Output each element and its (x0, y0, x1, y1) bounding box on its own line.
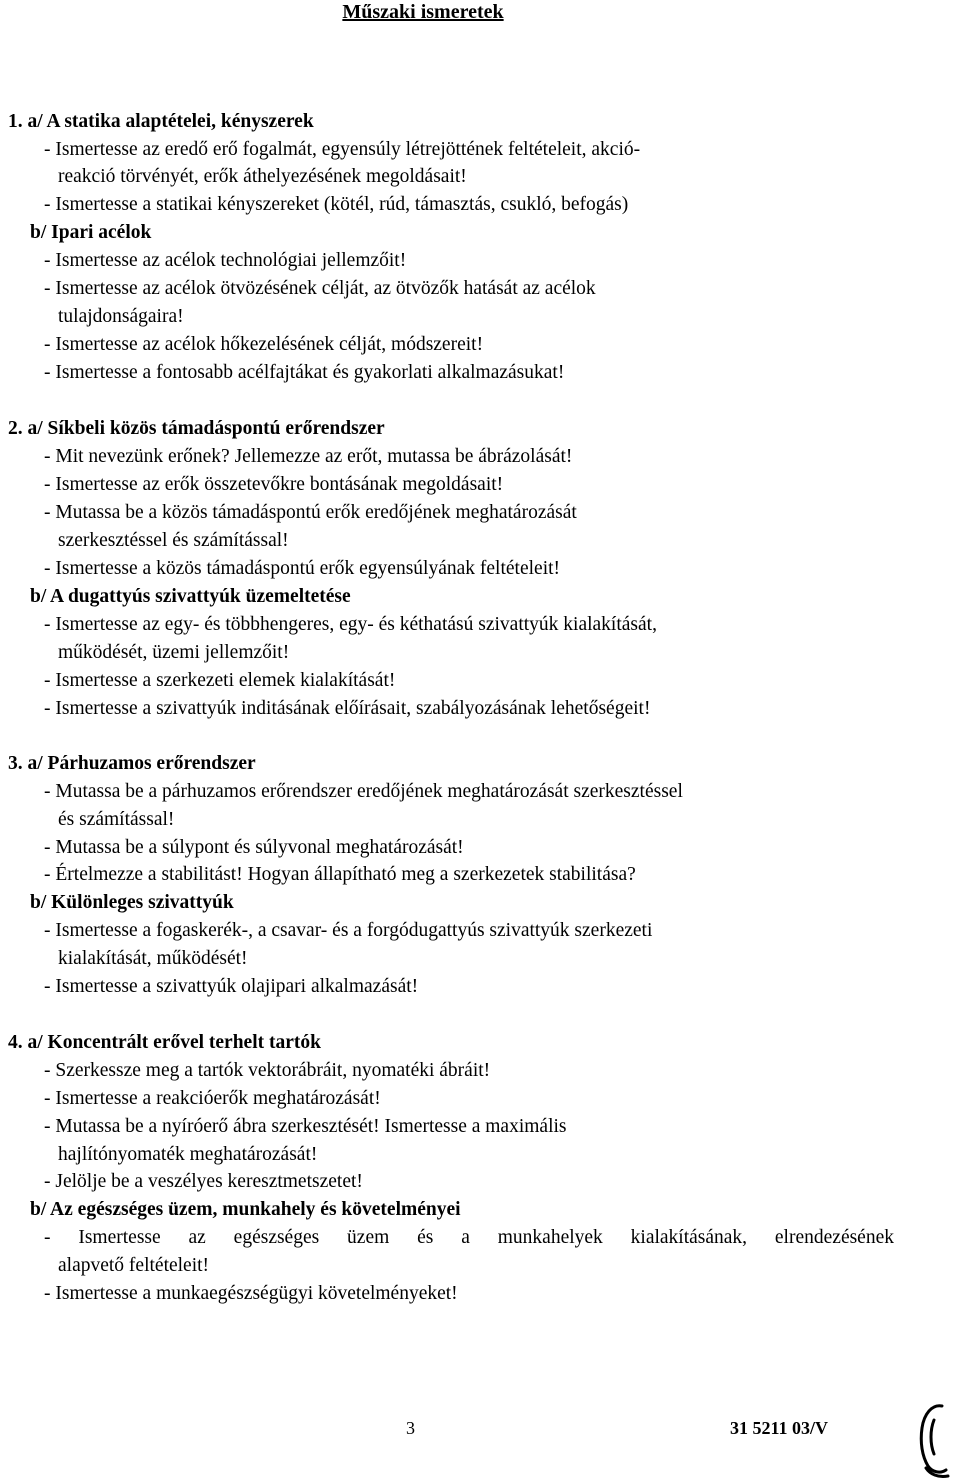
list-item: - Ismertesse az egy- és többhengeres, egy- és kéthatású szivattyúk kialakítását, (44, 614, 657, 635)
list-item-continuation: alapvető feltételeit! (58, 1255, 210, 1276)
list-item-continuation: reakció törvényét, erők áthelyezésének megoldásait! (58, 166, 467, 187)
list-item: - Mit nevezünk erőnek? Jellemezze az erőt, mutassa be ábrázolását! (44, 446, 573, 467)
section-2b-heading: b/ A dugattyús szivattyúk üzemeltetése (30, 586, 351, 607)
list-item: - Mutassa be a súlypont és súlyvonal meghatározását! (44, 837, 464, 858)
list-item: - Ismertesse a szivattyúk inditásának előírásait, szabályozásának lehetőségeit! (44, 698, 651, 719)
section-3a-heading: 3. a/ Párhuzamos erőrendszer (8, 753, 256, 774)
list-item-continuation: tulajdonságaira! (58, 306, 184, 327)
list-item: - Ismertesse a reakcióerők meghatározását! (44, 1088, 381, 1109)
section-1b-heading: b/ Ipari acélok (30, 222, 152, 243)
list-item-continuation: kialakítását, működését! (58, 948, 248, 969)
list-item: - Mutassa be a párhuzamos erőrendszer eredőjének meghatározását szerkesztéssel (44, 781, 683, 802)
list-item-continuation: és számítással! (58, 809, 175, 830)
list-item: - Ismertesse a munkaegészségügyi követelményeket! (44, 1283, 458, 1304)
list-item: - Ismertesse az egészséges üzem és a munkahelyek kialakításának, elrendezésének (44, 1227, 894, 1248)
list-item: - Mutassa be a közös támadáspontú erők eredőjének meghatározását (44, 502, 577, 523)
list-item: - Ismertesse a szivattyúk olajipari alkalmazását! (44, 976, 419, 997)
list-item-continuation: szerkesztéssel és számítással! (58, 530, 289, 551)
list-item: - Értelmezze a stabilitást! Hogyan állapítható meg a szerkezetek stabilitása? (44, 864, 636, 885)
list-item-continuation: működését, üzemi jellemzőit! (58, 642, 290, 663)
list-item: - Szerkessze meg a tartók vektorábráit, nyomatéki ábráit! (44, 1060, 491, 1081)
list-item: - Ismertesse a közös támadáspontú erők egyensúlyának feltételeit! (44, 558, 561, 579)
page-number: 3 (406, 1418, 415, 1438)
list-item: - Jelölje be a veszélyes keresztmetszetet! (44, 1171, 363, 1192)
signature-icon (912, 1400, 956, 1480)
list-item: - Ismertesse a fogaskerék-, a csavar- és a forgódugattyús szivattyúk szerkezeti (44, 920, 653, 941)
list-item: - Ismertesse az eredő erő fogalmát, egyensúly létrejöttének feltételeit, akció- (44, 139, 641, 160)
document-code: 31 5211 03/V (730, 1418, 829, 1438)
list-item: - Ismertesse az acélok ötvözésének célját, az ötvözők hatását az acélok (44, 278, 596, 299)
list-item: - Mutassa be a nyíróerő ábra szerkesztését! Ismertesse a maximális (44, 1116, 567, 1137)
list-item-continuation: hajlítónyomaték meghatározását! (58, 1144, 318, 1165)
list-item: - Ismertesse az erők összetevőkre bontásának megoldásait! (44, 474, 504, 495)
list-item: - Ismertesse az acélok hőkezelésének célját, módszereit! (44, 334, 484, 355)
list-item: - Ismertesse a statikai kényszereket (kötél, rúd, támasztás, csukló, befogás) (44, 194, 629, 215)
section-4b-heading: b/ Az egészséges üzem, munkahely és követelményei (30, 1199, 461, 1220)
list-item: - Ismertesse a fontosabb acélfajtákat és gyakorlati alkalmazásukat! (44, 362, 565, 383)
section-3b-heading: b/ Különleges szivattyúk (30, 892, 234, 913)
list-item: - Ismertesse a szerkezeti elemek kialakítását! (44, 670, 396, 691)
page-title: Műszaki ismeretek (342, 1, 504, 23)
list-item: - Ismertesse az acélok technológiai jellemzőit! (44, 250, 407, 271)
section-1a-heading: 1. a/ A statika alaptételei, kényszerek (8, 111, 314, 132)
section-4a-heading: 4. a/ Koncentrált erővel terhelt tartók (8, 1032, 321, 1053)
section-2a-heading: 2. a/ Síkbeli közös támadáspontú erőrendszer (8, 418, 385, 439)
